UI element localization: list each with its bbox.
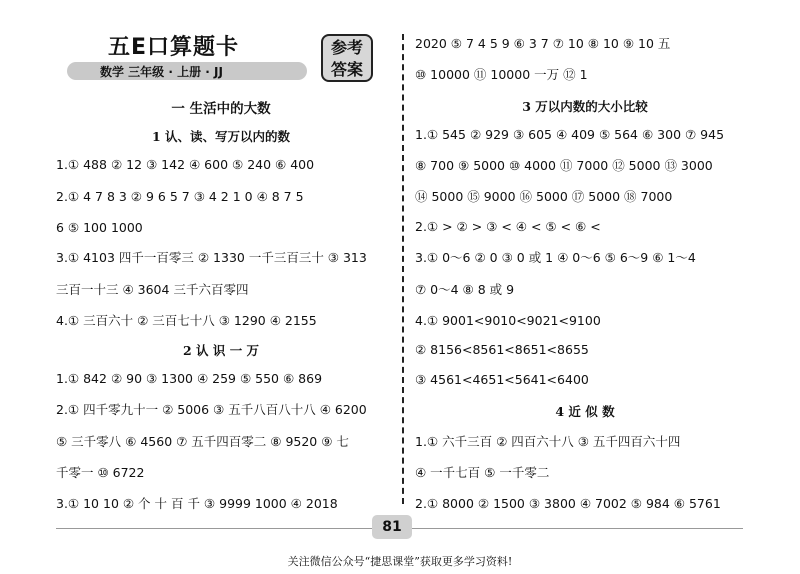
stamp-line-1: 参考 [330,38,363,57]
book-title: 五E口算题卡 [108,35,240,60]
book-subtitle: 数学 三年级 · 上册 · JJ [100,65,223,79]
subsection-title-2: 2 认 识 一 万 [182,343,260,358]
answer-key-stamp [321,34,373,82]
answer-line: 1.① 六千三百 ② 四百六十八 ③ 五千四百六十四 [415,434,681,449]
answer-line: ⑤ 三千零八 ⑥ 4560 ⑦ 五千四百零二 ⑧ 9520 ⑨ 七 [56,434,349,449]
subsection-title-3: 3 万以内数的大小比较 [522,99,648,114]
subsection-title-4: 4 近 似 数 [555,404,615,419]
answer-line: 6 ⑤ 100 1000 [56,220,143,235]
stamp-line-2: 答案 [330,60,363,79]
section-title: 一 生活中的大数 [171,101,271,117]
answer-line: 三百一十三 ④ 3604 三千六百零四 [56,282,249,297]
answer-line: 2020 ⑤ 7 4 5 9 ⑥ 3 7 ⑦ 10 ⑧ 10 ⑨ 10 五 [415,36,671,51]
answer-line: 4.① 9001<9010<9021<9100 [415,313,601,328]
answer-line: ③ 4561<4651<5641<6400 [415,372,589,387]
answer-line: 3.① 10 10 ② 个 十 百 千 ③ 9999 1000 ④ 2018 [56,496,338,511]
answer-line: 3.① 4103 四千一百零三 ② 1330 一千三百三十 ③ 313 [56,250,367,265]
answer-line: 2.① 8000 ② 1500 ③ 3800 ④ 7002 ⑤ 984 ⑥ 5761 [415,496,721,511]
answer-line: 2.① 四千零九十一 ② 5006 ③ 五千八百八十八 ④ 6200 [56,402,367,417]
answer-line: 2.① > ② > ③ < ④ < ⑤ < ⑥ < [415,219,601,234]
answer-line: ⑩ 10000 ⑪ 10000 一万 ⑫ 1 [415,67,588,82]
answer-line: 3.① 0～6 ② 0 ③ 0 或 1 ④ 0～6 ⑤ 6～9 ⑥ 1～4 [415,250,696,265]
answer-line: ⑦ 0～4 ⑧ 8 或 9 [415,282,515,297]
answer-line: 1.① 545 ② 929 ③ 605 ④ 409 ⑤ 564 ⑥ 300 ⑦ 945 [415,127,725,142]
answer-line: 1.① 842 ② 90 ③ 1300 ④ 259 ⑤ 550 ⑥ 869 [56,371,323,386]
column-divider [402,34,404,504]
answer-line: ⑧ 700 ⑨ 5000 ⑩ 4000 ⑪ 7000 ⑫ 5000 ⑬ 3000 [415,158,713,173]
answer-line: 1.① 488 ② 12 ③ 142 ④ 600 ⑤ 240 ⑥ 400 [56,157,315,172]
answer-line: 千零一 ⑩ 6722 [56,465,145,480]
page-number: 81 [372,515,412,539]
answer-line: 2.① 4 7 8 3 ② 9 6 5 7 ③ 4 2 1 0 ④ 8 7 5 [56,189,304,204]
footer-note: 关注微信公众号“捷思课堂”获取更多学习资料! [287,555,513,568]
subsection-title-1: 1 认、读、写万以内的数 [151,129,291,144]
answer-line: ⑭ 5000 ⑮ 9000 ⑯ 5000 ⑰ 5000 ⑱ 7000 [415,189,673,204]
answer-line: 4.① 三百六十 ② 三百七十八 ③ 1290 ④ 2155 [56,313,317,328]
answer-line: ④ 一千七百 ⑤ 一千零二 [415,465,550,480]
answer-line: ② 8156<8561<8651<8655 [415,342,589,357]
